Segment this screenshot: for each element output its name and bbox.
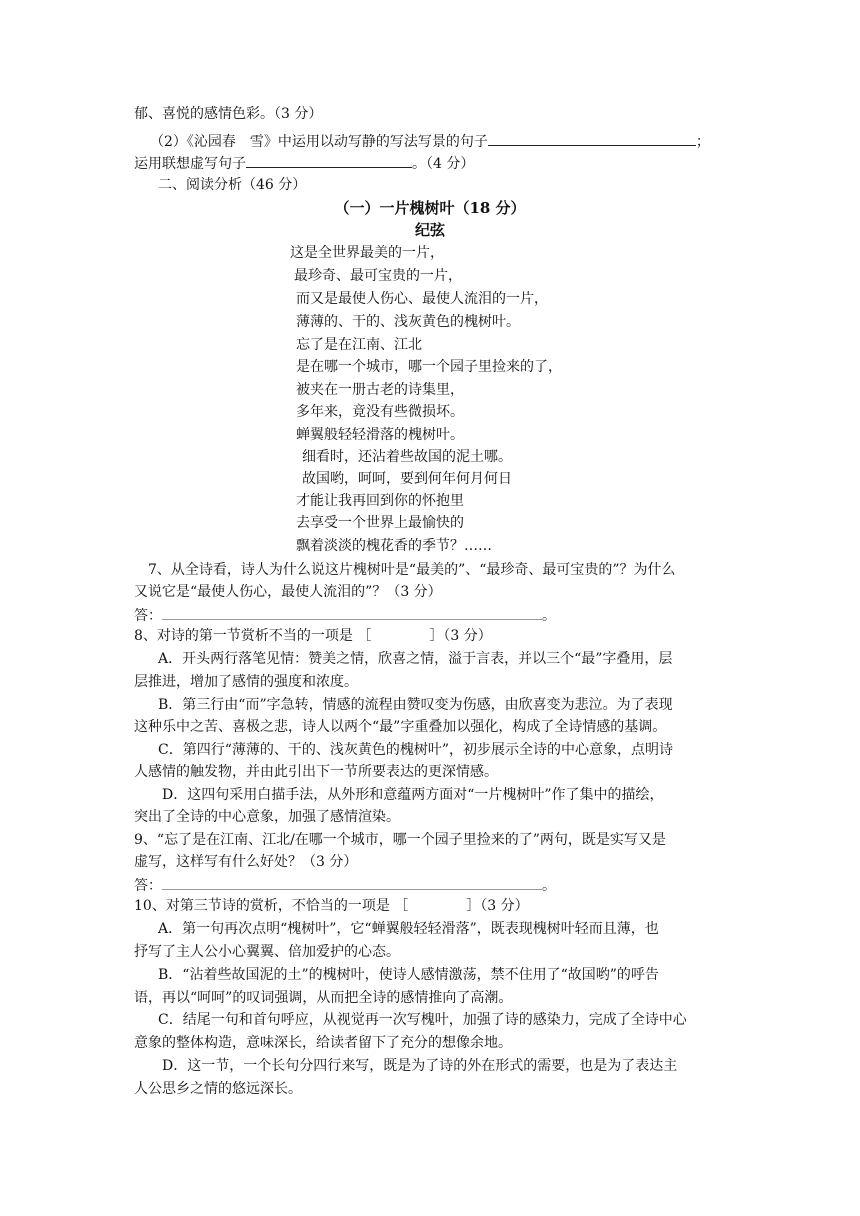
answer-blank[interactable] (488, 130, 696, 146)
option-b-cont: 这种乐中之苦、喜极之悲，诗人以两个“最”字重叠加以强化，构成了全诗情感的基调。 (134, 719, 667, 735)
poem-line: 忘了是在江南、江北 (296, 337, 422, 353)
option-d-cont: 突出了全诗的中心意象，加强了感情渲染。 (134, 809, 400, 825)
question-text: （2）《沁园春 雪》中运用以动写静的写法写景的句子 (150, 134, 488, 150)
answer-line (134, 604, 556, 626)
answer-line (134, 874, 556, 896)
fill-in-question (150, 130, 710, 152)
answer-label: 答： (134, 608, 162, 624)
question-text: 。（4 分） (412, 156, 475, 172)
question-10 (134, 896, 529, 916)
option-a-cont: 层推进，增加了感情的强度和浓度。 (134, 674, 358, 690)
answer-end: 。 (542, 608, 556, 624)
option-d: D．这一节，一个长句分四行来写，既是为了诗的外在形式的需要，也是为了表达主 (162, 1058, 678, 1074)
text-line: 郁、喜悦的感情色彩。（3 分） (134, 106, 323, 122)
poem-line: 蝉翼般轻轻滑落的槐树叶。 (296, 427, 464, 443)
option-a-cont: 抒写了主人公小心翼翼、倍加爱护的心态。 (134, 944, 400, 960)
answer-blank[interactable] (162, 604, 542, 620)
answer-blank[interactable] (246, 152, 412, 168)
fill-in-question (134, 152, 474, 174)
poem-line: 这是全世界最美的一片， (290, 245, 444, 261)
answer-end: 。 (542, 878, 556, 894)
option-b: B．第三行由“而”字急转，情感的流程由赞叹变为伤感，由欣喜变为悲泣。为了表现 (158, 697, 673, 713)
question-text: 运用联想虚写句子 (134, 156, 246, 172)
option-c: C．结尾一句和首句呼应，从视觉再一次写槐叶，加强了诗的感染力，完成了全诗中心 (158, 1012, 687, 1028)
question-7: 7、从全诗看，诗人为什么说这片槐树叶是“最美的”、“最珍奇、最可宝贵的”？为什么 (148, 562, 676, 578)
poem-line: 薄薄的、干的、浅灰黄色的槐树叶。 (296, 314, 520, 330)
question-9-cont: 虚写，这样写有什么好处？（3 分） (134, 854, 358, 870)
option-b-cont: 语，再以“呵呵”的叹词强调，从而把全诗的感情推向了高潮。 (134, 990, 513, 1006)
option-c: C．第四行“薄薄的、干的、浅灰黄色的槐树叶”，初步展示全诗的中心意象，点明诗 (158, 742, 674, 758)
option-a: A．开头两行落笔见情：赞美之情，欣喜之情，溢于言表，并以三个“最”字叠用，层 (158, 651, 673, 667)
poem-line: 飘着淡淡的槐花香的季节？…… (296, 538, 492, 554)
poem-line: 细看时，还沾着些故国的泥土哪。 (302, 449, 512, 465)
option-a: A．第一句再次点明“槐树叶”，它“蝉翼般轻轻滑落”，既表现槐树叶轻而且薄，也 (158, 921, 659, 937)
question-9: 9、“忘了是在江南、江北/在哪一个城市，哪一个园子里捡来的了”两句，既是实写又是 (134, 832, 666, 848)
question-text: 10、对第三节诗的赏析，不恰当的一项是 ［ (134, 898, 409, 914)
answer-blank[interactable] (162, 874, 542, 890)
question-8 (134, 626, 492, 646)
poem-line: 而又是最使人伤心、最使人流泪的一片， (296, 291, 548, 307)
option-c-cont: 人感情的触发物，并由此引出下一节所要表达的更深情感。 (134, 764, 498, 780)
section-heading: 二、阅读分析（46 分） (158, 177, 307, 193)
poem-line: 是在哪一个城市，哪一个园子里捡来的了， (296, 359, 562, 375)
poem-author: 纪弦 (414, 221, 445, 239)
answer-label: 答： (134, 878, 162, 894)
question-text: ］（3 分） (466, 898, 529, 914)
poem-line: 被夹在一册古老的诗集里， (296, 382, 464, 398)
poem-line: 才能让我再回到你的怀抱里 (296, 493, 464, 509)
option-c-cont: 意象的整体构造，意味深长，给读者留下了充分的想像余地。 (134, 1035, 512, 1051)
poem-line: 故国哟，呵呵，要到何年何月何日 (302, 471, 512, 487)
poem-title: （一）一片槐树叶（18 分） (334, 199, 526, 217)
option-d-cont: 人公思乡之情的悠远深长。 (134, 1081, 302, 1097)
poem-line: 最珍奇、最可宝贵的一片， (294, 268, 462, 284)
question-7-cont: 又说它是“最使人伤心，最使人流泪的”？（3 分） (134, 584, 442, 600)
option-d: D．这四句采用白描手法，从外形和意蕴两方面对“一片槐树叶”作了集中的描绘， (162, 787, 664, 803)
question-text: 8、对诗的第一节赏析不当的一项是 ［ (134, 628, 372, 644)
option-b: B．“沾着些故国泥的土”的槐树叶，使诗人感情激荡，禁不住用了“故国哟”的呼告 (158, 967, 659, 983)
poem-line: 去享受一个世界上最愉快的 (296, 515, 464, 531)
question-text: ； (695, 134, 710, 150)
poem-line: 多年来，竟没有些微损坏。 (296, 404, 464, 420)
question-text: ］（3 分） (429, 628, 492, 644)
